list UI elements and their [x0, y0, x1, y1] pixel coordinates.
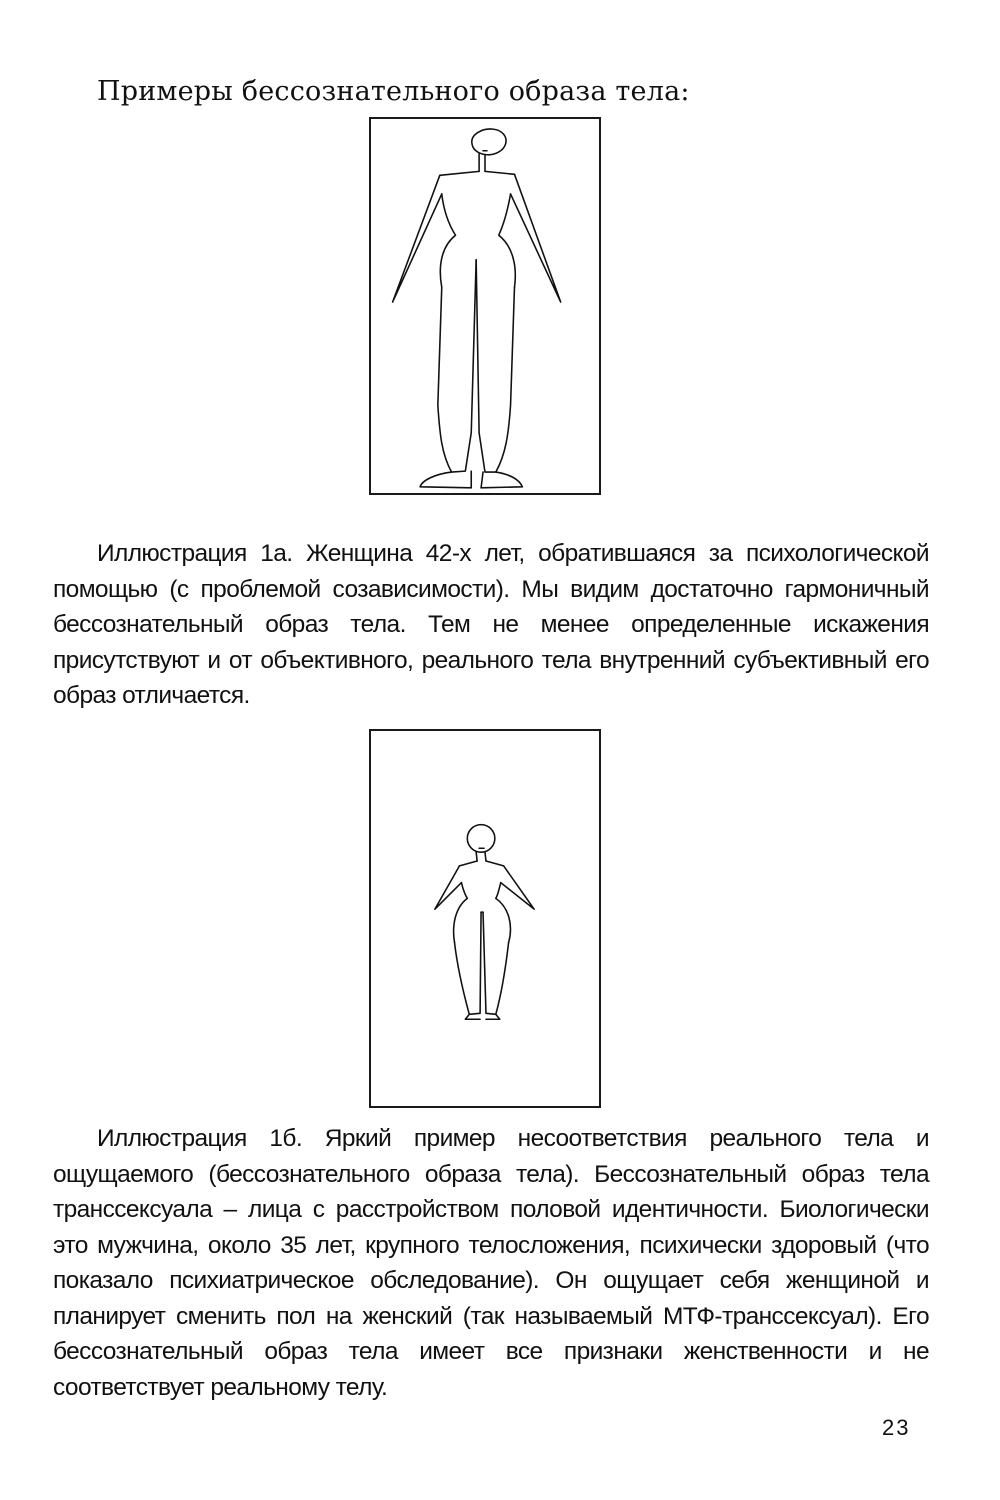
- figure-1b-frame: [369, 729, 601, 1108]
- page-number: 23: [882, 1415, 911, 1440]
- figure-1b-caption: Иллюстрация 1б. Яркий пример несоответствия реального тела и ощущаемого (бессознательного образа тела). Бессознательный образ тела транссексуала – лица с расстройством половой идентичности. Биологически это мужчина, около 35 лет, крупного телосложения, психически здоровый (что показало психиатрическое обследование). Он ощущает себя женщиной и планирует сменить пол на женский (так называемый МТФ-транссексуал). Его бессознательный образ тела имеет все признаки женственности и не соответствует реальному телу.: [53, 1125, 929, 1401]
- figure-1a-body-drawing: [371, 119, 599, 493]
- page-heading: Примеры бессознательного образа тела:: [97, 76, 690, 107]
- figure-1a-caption: Иллюстрация 1а. Женщина 42-х лет, обратившаяся за психологической помощью (с проблемой созависимости). Мы видим достаточно гармоничный бессознательный образ тела. Тем не менее определенные искажения присутствуют и от объективного, реального тела внутренний субъективный его образ отличается.: [53, 540, 929, 709]
- figure-1b-body-drawing: [371, 731, 599, 1106]
- figure-1a-frame: [369, 117, 601, 495]
